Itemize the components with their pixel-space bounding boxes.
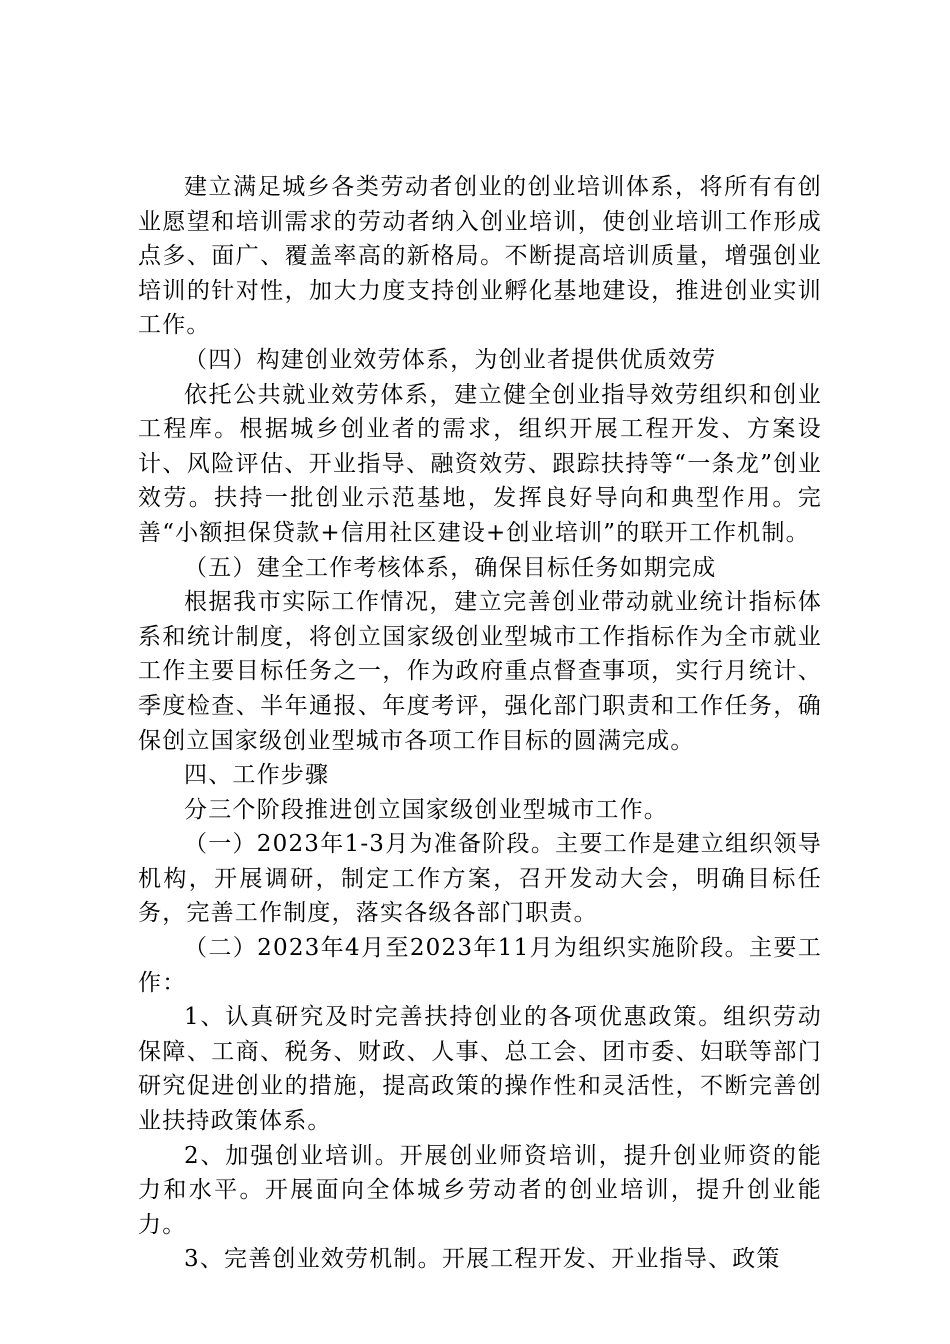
document-page (138, 170, 822, 1277)
paragraph-training-system: 建立满足城乡各类劳动者创业的创业培训体系，将所有有创业愿望和培训需求的劳动者纳入创业培训，使创业培训工作形成点多、面广、覆盖率高的新格局。不断提高培训质量，增强创业培训的针对性，加大力度支持创业孵化基地建设，推进创业实训工作。 (138, 174, 822, 339)
heading-service-system: （四）构建创业效劳体系，为创业者提供优质效劳 (184, 346, 717, 373)
paragraph-stage-one: （一）2023年1-3月为准备阶段。主要工作是建立组织领导机构，开展调研，制定工作方案，召开发动大会，明确目标任务，完善工作制度，落实各级各部门职责。 (138, 831, 822, 927)
paragraph-three-stages: 分三个阶段推进创立国家级创业型城市工作。 (184, 796, 668, 823)
paragraph-service-system: 依托公共就业效劳体系，建立健全创业指导效劳组织和创业工程库。根据城乡创业者的需求，组织开展工程开发、方案设计、风险评估、开业指导、融资效劳、跟踪扶持等“一条龙”创业效劳。扶持一批创业示范基地，发挥良好导向和典型作用。完善“小额担保贷款+信用社区建设+创业培训”的联开工作机制。 (138, 381, 822, 546)
list-item-service-mechanism: 3、完善创业效劳机制。开展工程开发、开业指导、政策 (184, 1246, 781, 1273)
heading-assessment-system: （五）建全工作考核体系，确保目标任务如期完成 (184, 554, 717, 581)
list-item-policy: 1、认真研究及时完善扶持创业的各项优惠政策。组织劳动保障、工商、税务、财政、人事、总工会、团市委、妇联等部门研究促进创业的措施，提高政策的操作性和灵活性，不断完善创业扶持政策体系。 (138, 1004, 822, 1135)
paragraph-assessment-system: 根据我市实际工作情况，建立完善创业带动就业统计指标体系和统计制度，将创立国家级创业型城市工作指标作为全市就业工作主要目标任务之一，作为政府重点督查事项，实行月统计、季度检查、半年通报、年度考评，强化部门职责和工作任务，确保创立国家级创业型城市各项工作目标的圆满完成。 (138, 589, 822, 754)
paragraph-stage-two: （二）2023年4月至2023年11月为组织实施阶段。主要工作： (138, 935, 822, 996)
heading-work-steps: 四、工作步骤 (184, 762, 330, 789)
list-item-training: 2、加强创业培训。开展创业师资培训，提升创业师资的能力和水平。开展面向全体城乡劳动者的创业培训，提升创业能力。 (138, 1142, 822, 1238)
